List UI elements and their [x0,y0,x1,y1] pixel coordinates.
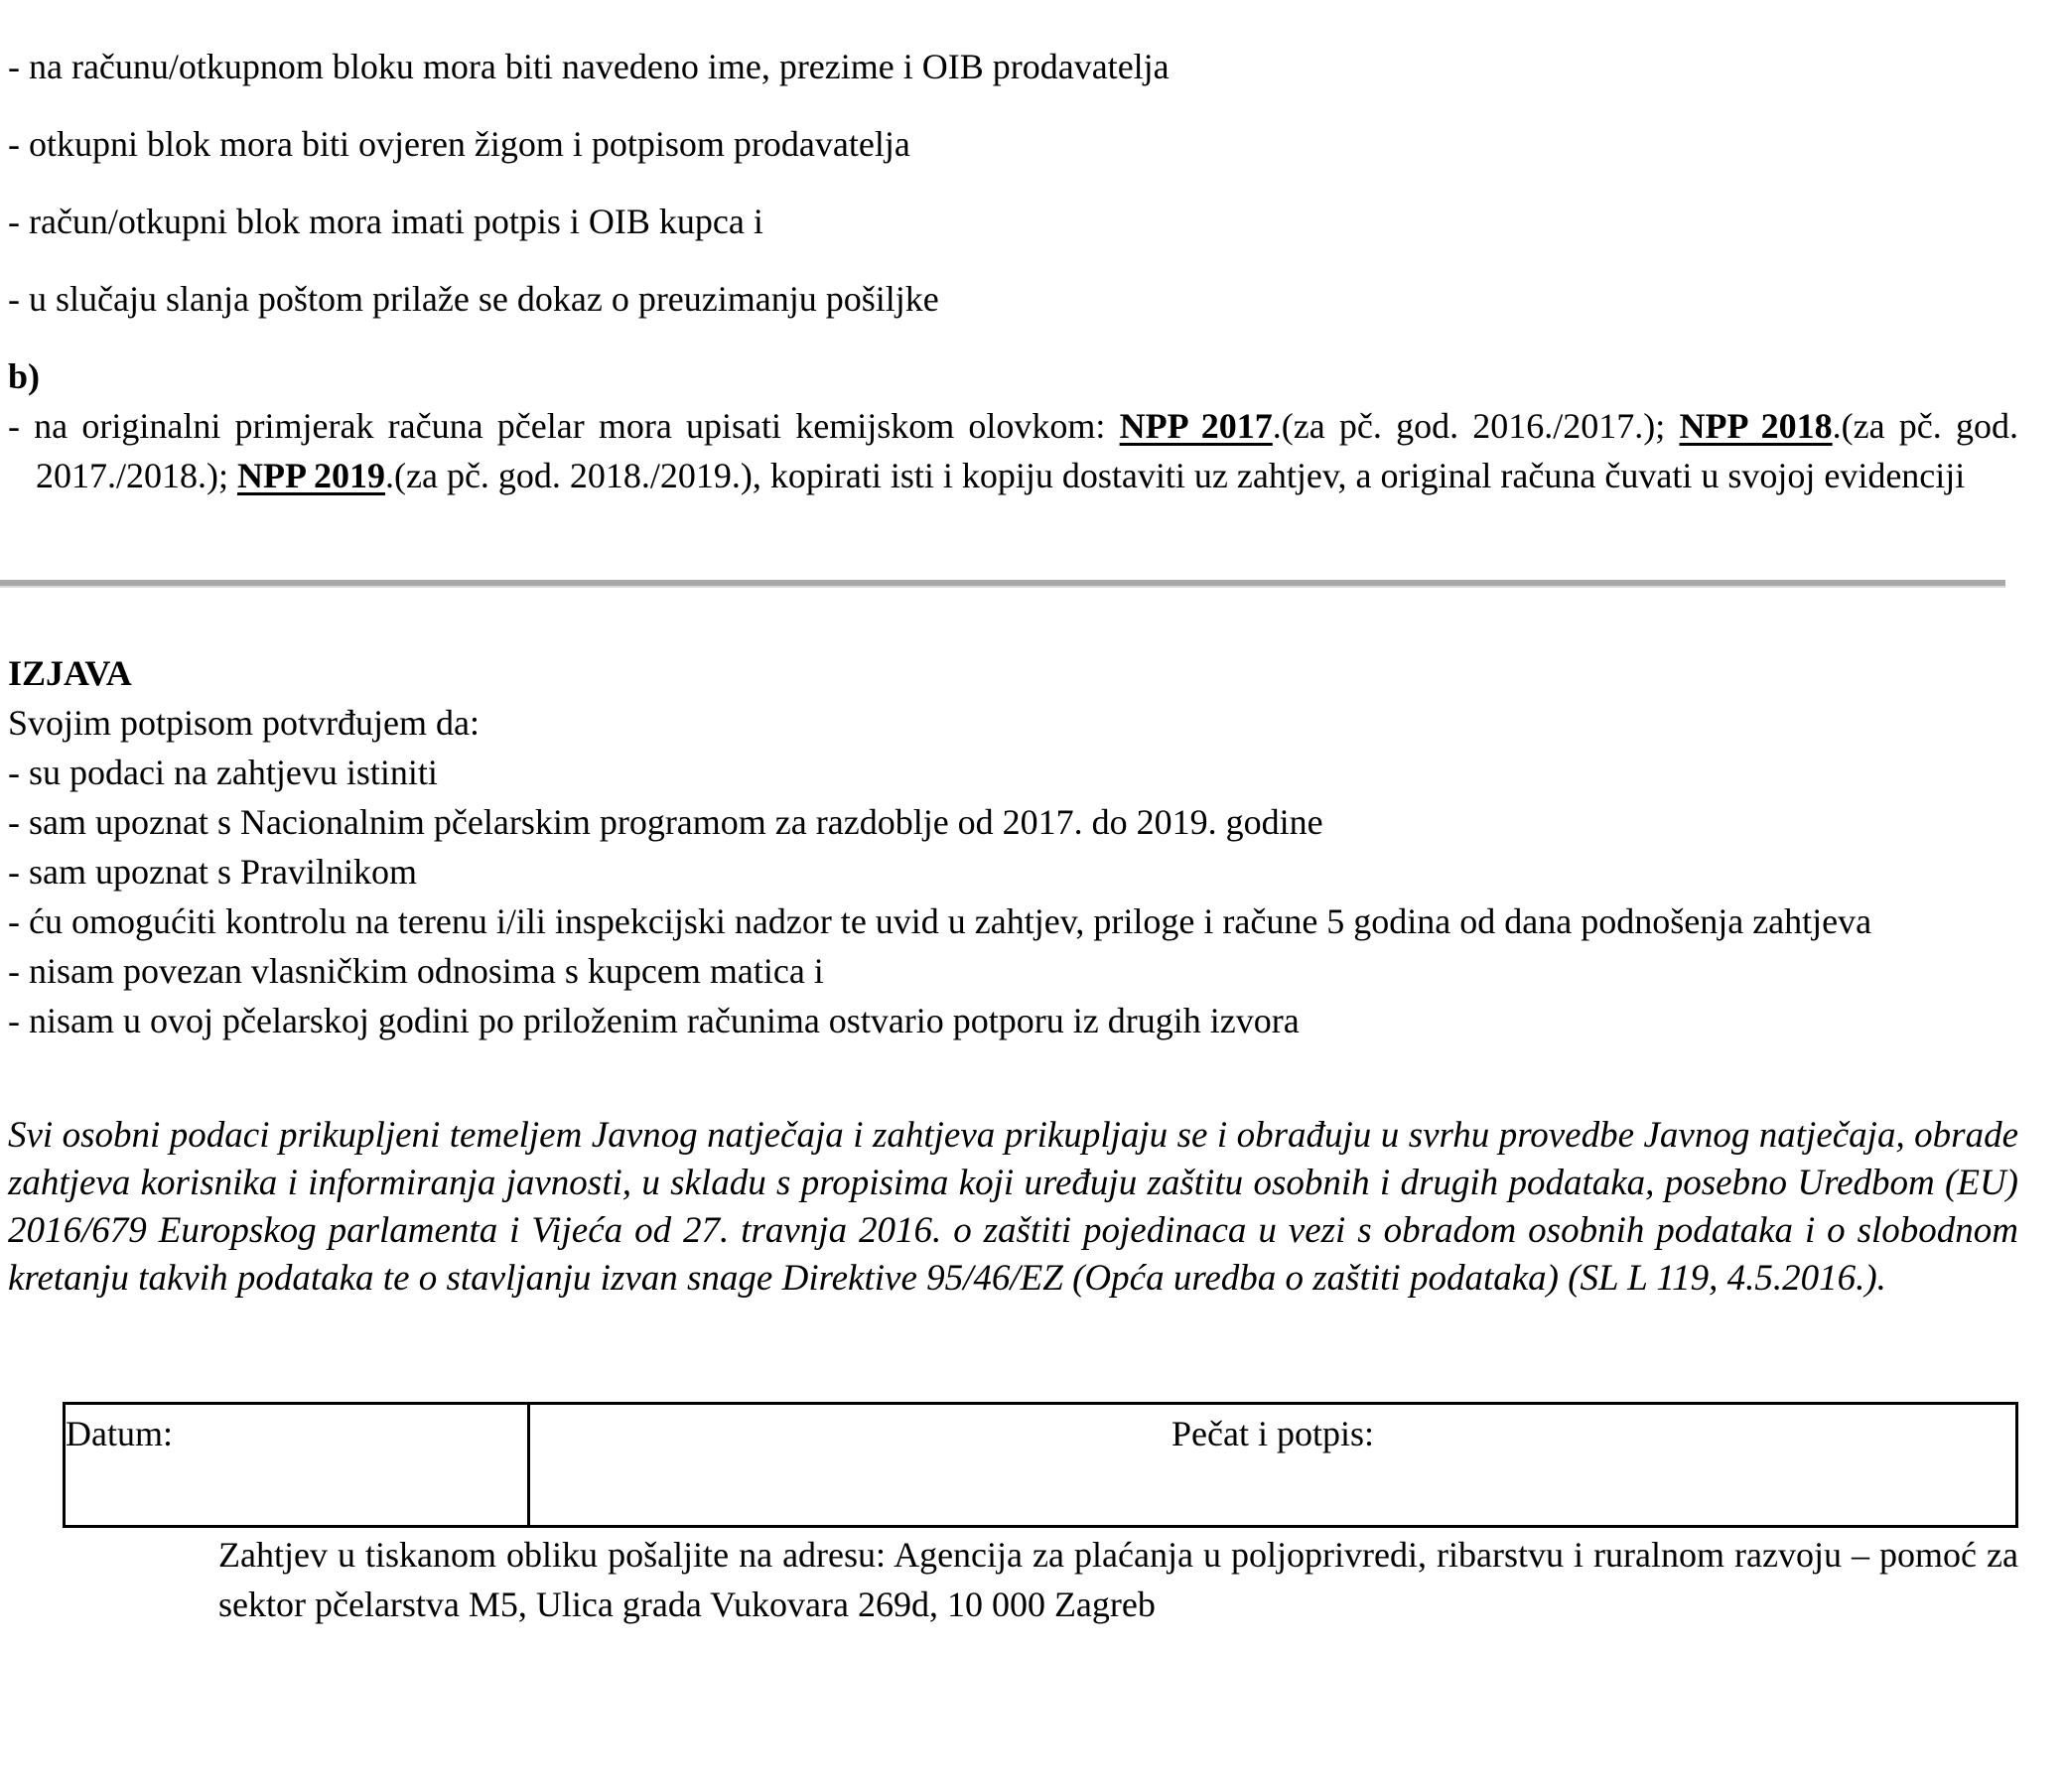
requirement-item: - na računu/otkupnom bloku mora biti navedeno ime, prezime i OIB prodavatelja [8,47,1170,86]
declaration-item: - su podaci na zahtjevu istiniti [8,753,438,792]
declaration-item: - nisam u ovoj pčelarskoj godini po priloženim računima ostvario potporu iz drugih izvora [8,1001,1300,1040]
declaration-item: - sam upoznat s Nacionalnim pčelarskim programom za razdoblje od 2017. do 2019. godine [8,802,1323,842]
npp-text-mid-1: .(za pč. god. 2016./2017.); [1272,406,1680,446]
requirement-item: - u slučaju slanja poštom prilaže se dokaz o preuzimanju pošiljke [8,279,939,319]
npp-2018-highlight: NPP 2018 [1679,406,1833,446]
section-divider [0,580,2005,588]
declaration-list [8,748,2018,1045]
signature-table [63,1402,2018,1528]
signature-table-row [65,1404,2017,1527]
npp-2019-highlight: NPP 2019 [237,456,385,495]
declaration-item: - sam upoznat s Pravilnikom [8,852,417,892]
requirement-item: - otkupni blok mora biti ovjeren žigom i potpisom prodavatelja [8,124,910,164]
stamp-signature-cell [529,1404,2017,1527]
npp-text-mid-2: .(za pč. god. 2017./2018.); [36,406,2018,495]
declaration-item: - nisam povezan vlasničkim odnosima s kupcem matica i [8,951,824,991]
npp-text-suffix: .(za pč. god. 2018./2019.), kopirati isti i kopiju dostaviti uz zahtjev, a original računa čuvati u svojoj evidenciji [385,456,1966,495]
privacy-notice: Svi osobni podaci prikupljeni temeljem Javnog natječaja i zahtjeva prikupljaju se i obrađuju u svrhu provedbe Javnog natječaja, obrade zahtjeva korisnika i informiranja javnosti, u skladu s propisima koji uređuju zaštitu osobnih i drugih podataka, posebno Uredbom (EU) 2016/679 Europskog parlamenta i Vijeća od 27. travnja 2016. o zaštiti pojedinaca u vezi s obradom osobnih podataka i o slobodnom kretanju takvih podataka te o stavljanju izvan snage Direktive 95/46/EZ (Opća uredba o zaštiti podataka) (SL L 119, 4.5.2016.). [8,1115,2018,1299]
npp-2017-highlight: NPP 2017 [1119,406,1273,446]
date-label: Datum: [66,1414,173,1453]
npp-text-prefix: - na originalni primjerak računa pčelar mora upisati kemijskom olovkom: [8,406,1120,446]
declaration-item: - ću omogućiti kontrolu na terenu i/ili inspekcijski nadzor te uvid u zahtjev, priloge i račune 5 godina od dana podnošenja zahtjeva [8,901,1872,941]
npp-instruction-paragraph [8,401,2018,500]
mailing-note: Zahtjev u tiskanom obliku pošaljite na adresu: Agencija za plaćanja u poljoprivredi, ribarstvu i ruralnom razvoju – pomoć za sektor pčelarstva M5, Ulica grada Vukovara 269d, 10 000 Zagreb [218,1535,2018,1624]
date-cell [65,1404,529,1527]
declaration-title: IZJAVA [8,653,132,693]
declaration-intro: Svojim potpisom potvrđujem da: [8,703,480,743]
section-b-label: b) [8,356,41,396]
requirements-list [8,42,2018,324]
requirement-item: - račun/otkupni blok mora imati potpis i OIB kupca i [8,202,763,241]
stamp-signature-label: Pečat i potpis: [1171,1414,1374,1453]
